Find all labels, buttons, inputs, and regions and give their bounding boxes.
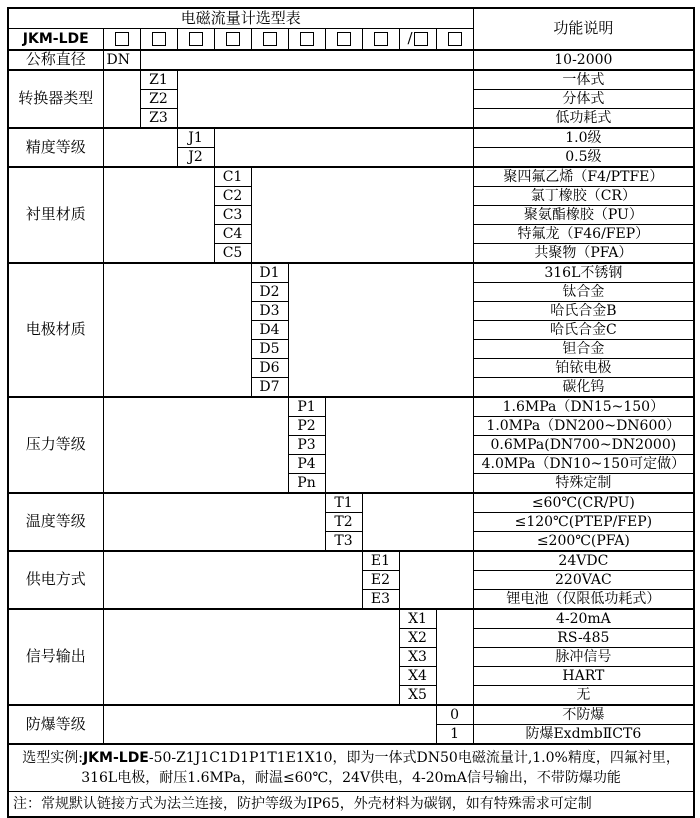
table-row [8,263,694,283]
model-code-box-9 [399,29,436,51]
table-row [8,128,694,148]
code-cell: T3 [325,532,362,552]
category-accuracy-class: 精度等级 [8,128,103,167]
code-cell: X1 [399,609,436,629]
model-code-box-4 [214,29,251,51]
code-cell: Z3 [140,109,177,129]
ordering-example [8,744,694,792]
desc-cell: 低功耗式 [473,109,694,129]
table-row [8,50,694,70]
category-signal-output: 信号输出 [8,609,103,705]
table-row [8,8,694,29]
desc-cell: 4-20mA [473,609,694,629]
code-cell: Z1 [140,70,177,90]
slash-separator: / [407,29,413,48]
desc-cell: 钽合金 [473,340,694,359]
desc-cell: 1.0MPa（DN200~DN600） [473,417,694,436]
checkbox-icon[interactable] [226,32,240,46]
example-prefix: 选型实例: [22,750,83,766]
desc-cell: 防爆ExdmbⅡCT6 [473,725,694,745]
code-cell: X2 [399,629,436,648]
checkbox-icon[interactable] [300,32,314,46]
example-line-1 [11,748,691,768]
code-cell: DN [103,50,140,70]
desc-cell: 0.6MPa(DN700~DN2000) [473,436,694,455]
code-cell: 1 [436,725,473,745]
empty-cell [103,263,251,397]
code-cell: C1 [214,167,251,187]
checkbox-icon[interactable] [152,32,166,46]
table-row [8,493,694,513]
empty-cell [399,551,473,609]
code-cell: X5 [399,686,436,706]
model-code-box-3 [177,29,214,51]
table-row [8,397,694,417]
example-line-2: 316L电极，耐压1.6MPa，耐温≤60℃，24V供电，4-20mA信号输出，不带防爆功能 [81,770,621,786]
table-row [8,705,694,725]
code-cell: C4 [214,225,251,244]
desc-cell: 共聚物（PFA） [473,244,694,264]
empty-cell [436,609,473,705]
empty-cell [103,493,325,551]
model-code-box-2 [140,29,177,51]
desc-cell: ≤60℃(CR/PU) [473,493,694,513]
desc-cell: 220VAC [473,571,694,590]
table-row [8,792,694,818]
desc-cell: RS-485 [473,629,694,648]
desc-cell: 1.6MPa（DN15~150） [473,397,694,417]
checkbox-icon[interactable] [337,32,351,46]
page-title: 电磁流量计选型表 [8,8,473,29]
empty-cell [103,397,288,493]
code-cell: X4 [399,667,436,686]
desc-cell: 24VDC [473,551,694,571]
model-code-box-6 [288,29,325,51]
footnote: 注：常规默认链接方式为法兰连接，防护等级为IP65，外壳材料为碳钢，如有特殊需求可定制 [8,792,694,818]
checkbox-icon[interactable] [115,32,129,46]
desc-cell: 聚氨酯橡胶（PU） [473,206,694,225]
desc-cell: 哈氏合金B [473,302,694,321]
desc-cell: 316L不锈钢 [473,263,694,283]
desc-cell: 钛合金 [473,283,694,302]
model-code-box-7 [325,29,362,51]
model-code-box-10 [436,29,473,51]
empty-cell [103,128,177,167]
code-cell: D6 [251,359,288,378]
code-cell: P4 [288,455,325,474]
category-converter-type: 转换器类型 [8,70,103,128]
checkbox-icon[interactable] [448,32,462,46]
code-cell: E1 [362,551,399,571]
table-row [8,744,694,792]
code-cell: P1 [288,397,325,417]
table-row [8,167,694,187]
code-cell: C2 [214,187,251,206]
empty-cell [140,50,473,70]
table-row [8,70,694,90]
model-code-box-1 [103,29,140,51]
empty-cell [325,397,473,493]
desc-cell: 无 [473,686,694,706]
desc-cell: ≤200℃(PFA) [473,532,694,552]
desc-cell: 分体式 [473,90,694,109]
empty-cell [103,167,214,263]
code-cell: D4 [251,321,288,340]
category-liner-material: 衬里材质 [8,167,103,263]
desc-cell: 特氟龙（F46/FEP） [473,225,694,244]
category-nominal-diameter: 公称直径 [8,50,103,70]
model-code-box-5 [251,29,288,51]
checkbox-icon[interactable] [263,32,277,46]
category-temperature-rating: 温度等级 [8,493,103,551]
empty-cell [103,609,399,705]
code-cell: J1 [177,128,214,148]
checkbox-icon[interactable] [374,32,388,46]
function-column-header: 功能说明 [473,8,694,50]
empty-cell [177,70,473,128]
empty-cell [214,128,473,167]
code-cell: P2 [288,417,325,436]
desc-cell: 脉冲信号 [473,648,694,667]
code-cell: C3 [214,206,251,225]
category-electrode-material: 电极材质 [8,263,103,397]
desc-cell: 0.5级 [473,148,694,168]
checkbox-icon[interactable] [189,32,203,46]
category-power-supply: 供电方式 [8,551,103,609]
empty-cell [362,493,473,551]
code-cell: D2 [251,283,288,302]
category-explosion-proof-rating: 防爆等级 [8,705,103,744]
code-cell: 0 [436,705,473,725]
code-cell: P3 [288,436,325,455]
empty-cell [103,705,436,744]
desc-cell: 1.0级 [473,128,694,148]
table-row [8,551,694,571]
desc-cell: 10-2000 [473,50,694,70]
checkbox-icon[interactable] [414,32,428,46]
code-cell: C5 [214,244,251,264]
selection-table [7,7,695,818]
code-cell: D1 [251,263,288,283]
code-cell: X3 [399,648,436,667]
desc-cell: 聚四氟乙烯（F4/PTFE） [473,167,694,187]
category-pressure-rating: 压力等级 [8,397,103,493]
empty-cell [103,551,362,609]
model-code-box-8 [362,29,399,51]
desc-cell: 特殊定制 [473,474,694,494]
model-prefix-label: JKM-LDE [8,29,103,51]
code-cell: E3 [362,590,399,610]
code-cell: T1 [325,493,362,513]
desc-cell: 一体式 [473,70,694,90]
desc-cell: ≤120℃(PTEP/FEP) [473,513,694,532]
empty-cell [251,167,473,263]
desc-cell: 4.0MPa（DN10~150可定做） [473,455,694,474]
code-cell: E2 [362,571,399,590]
code-cell: T2 [325,513,362,532]
desc-cell: 锂电池（仅限低功耗式） [473,590,694,610]
desc-cell: 氯丁橡胶（CR） [473,187,694,206]
code-cell: Pn [288,474,325,494]
code-cell: Z2 [140,90,177,109]
code-cell: D7 [251,378,288,398]
desc-cell: 铂铱电极 [473,359,694,378]
table-row [8,609,694,629]
code-cell: J2 [177,148,214,168]
empty-cell [288,263,473,397]
empty-cell [103,70,140,128]
desc-cell: 碳化钨 [473,378,694,398]
example-model: JKM-LDE [82,750,149,766]
desc-cell: 不防爆 [473,705,694,725]
desc-cell: 哈氏合金C [473,321,694,340]
desc-cell: HART [473,667,694,686]
code-cell: D3 [251,302,288,321]
example-rest: -50-Z1J1C1D1P1T1E1X10，即为一体式DN50电磁流量计,1.0%精度，四氟衬里， [148,750,680,766]
code-cell: D5 [251,340,288,359]
